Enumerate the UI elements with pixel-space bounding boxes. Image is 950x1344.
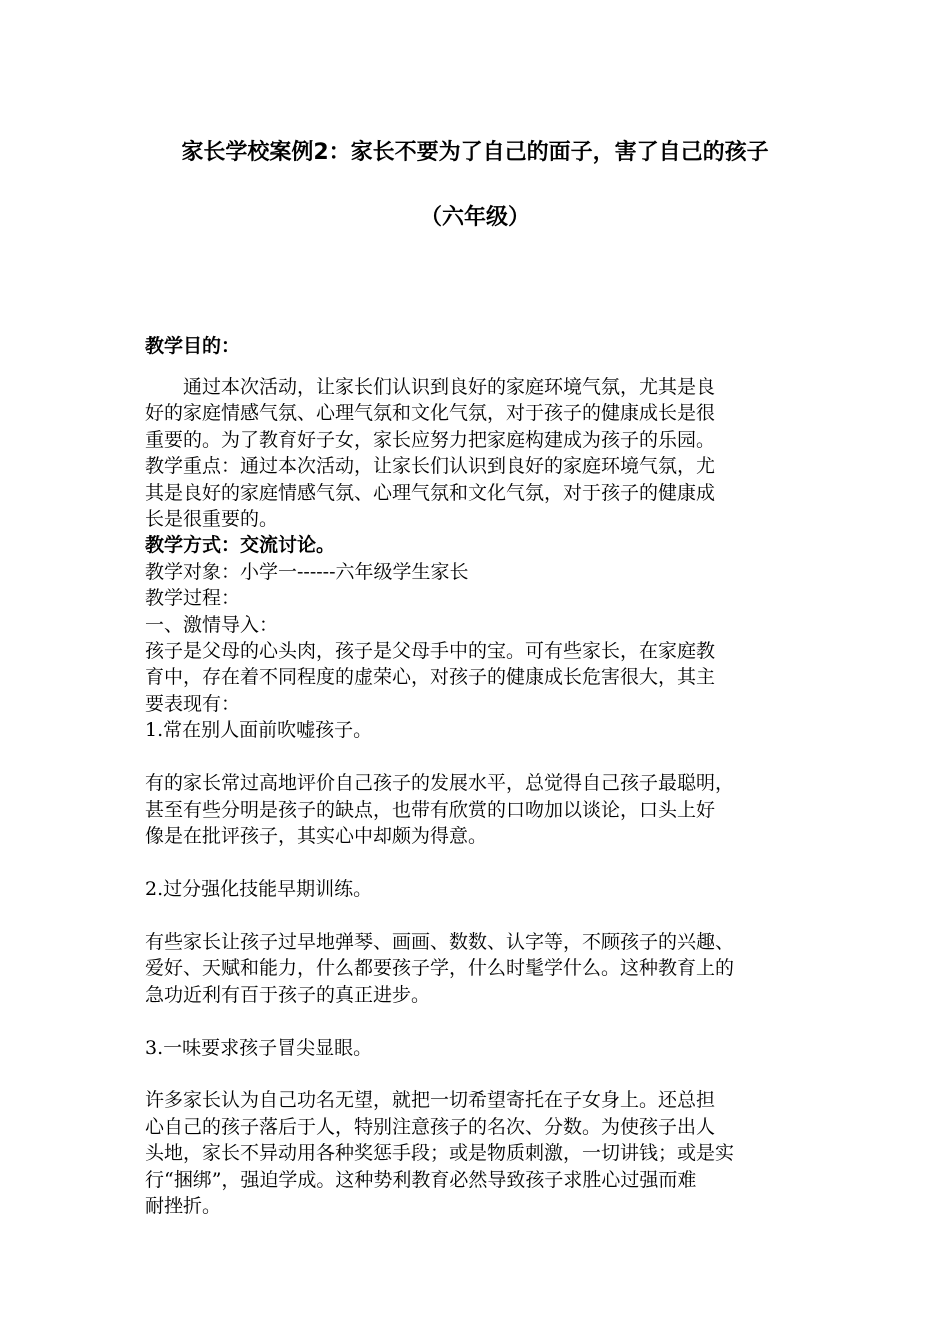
point-1-line: 甚至有些分明是孩子的缺点，也带有欣赏的口吻加以谈论，口头上好 (145, 798, 716, 821)
objective-heading: 教学目的： (145, 335, 241, 357)
point-3-line: 心自己的孩子落后于人，特别注意孩子的名次、分数。为使孩子出人 (145, 1115, 716, 1138)
point-3-line: 耐挫折。 (145, 1195, 222, 1218)
teaching-process-heading: 教学过程： (145, 587, 241, 610)
objective-line: 重要的。为了教育好子女，家长应努力把家庭构建成为孩子的乐园。 (145, 428, 716, 451)
key-point-line: 长是很重要的。 (145, 508, 279, 531)
point-2-line: 有些家长让孩子过早地弹琴、画画、数数、认字等，不顾孩子的兴趣、 (145, 930, 735, 953)
intro-line: 孩子是父母的心头肉，孩子是父母手中的宝。可有些家长，在家庭教 (145, 640, 716, 663)
key-point-line: 其是良好的家庭情感气氛、心理气氛和文化气氛，对于孩子的健康成 (145, 481, 716, 504)
point-2-line: 爱好、天赋和能力，什么都要孩子学，什么时髦学什么。这种教育上的 (145, 957, 735, 980)
intro-heading: 一、激情导入： (145, 613, 279, 636)
point-3-line: 行“捆绑”，强迫学成。这种势利教育必然导致孩子求胜心过强而难 (145, 1168, 697, 1191)
document-subtitle: （六年级） (419, 205, 530, 230)
point-3-line: 头地，家长不异动用各种奖惩手段；或是物质刺激，一切讲钱；或是实 (145, 1142, 735, 1165)
key-point-line: 教学重点：通过本次活动，让家长们认识到良好的家庭环境气氛，尤 (145, 455, 716, 478)
point-1-line: 有的家长常过高地评价自己孩子的发展水平，总觉得自己孩子最聪明， (145, 772, 735, 795)
point-2-heading: 2.过分强化技能早期训练。 (145, 877, 373, 900)
point-3-line: 许多家长认为自己功名无望，就把一切希望寄托在子女身上。还总担 (145, 1089, 716, 1112)
point-3-heading: 3.一味要求孩子冒尖显眼。 (145, 1036, 373, 1059)
teaching-audience: 教学对象：小学一------六年级学生家长 (145, 560, 469, 583)
objective-line: 通过本次活动，让家长们认识到良好的家庭环境气氛，尤其是良 (145, 376, 716, 398)
document-body (145, 374, 825, 1219)
intro-line: 育中，存在着不同程度的虚荣心，对孩子的健康成长危害很大，其主 (145, 666, 716, 689)
teaching-method: 教学方式：交流讨论。 (145, 534, 336, 557)
document-title: 家长学校案例2：家长不要为了自己的面子，害了自己的孩子 (181, 140, 769, 165)
point-1-line: 像是在批评孩子，其实心中却颇为得意。 (145, 825, 488, 847)
intro-line: 要表现有： (145, 692, 241, 715)
point-2-line: 急功近利有百于孩子的真正进步。 (145, 983, 431, 1006)
objective-line: 好的家庭情感气氛、心理气氛和文化气氛，对于孩子的健康成长是很 (145, 402, 716, 425)
point-1-heading: 1.常在别人面前吹嘘孩子。 (145, 719, 373, 742)
